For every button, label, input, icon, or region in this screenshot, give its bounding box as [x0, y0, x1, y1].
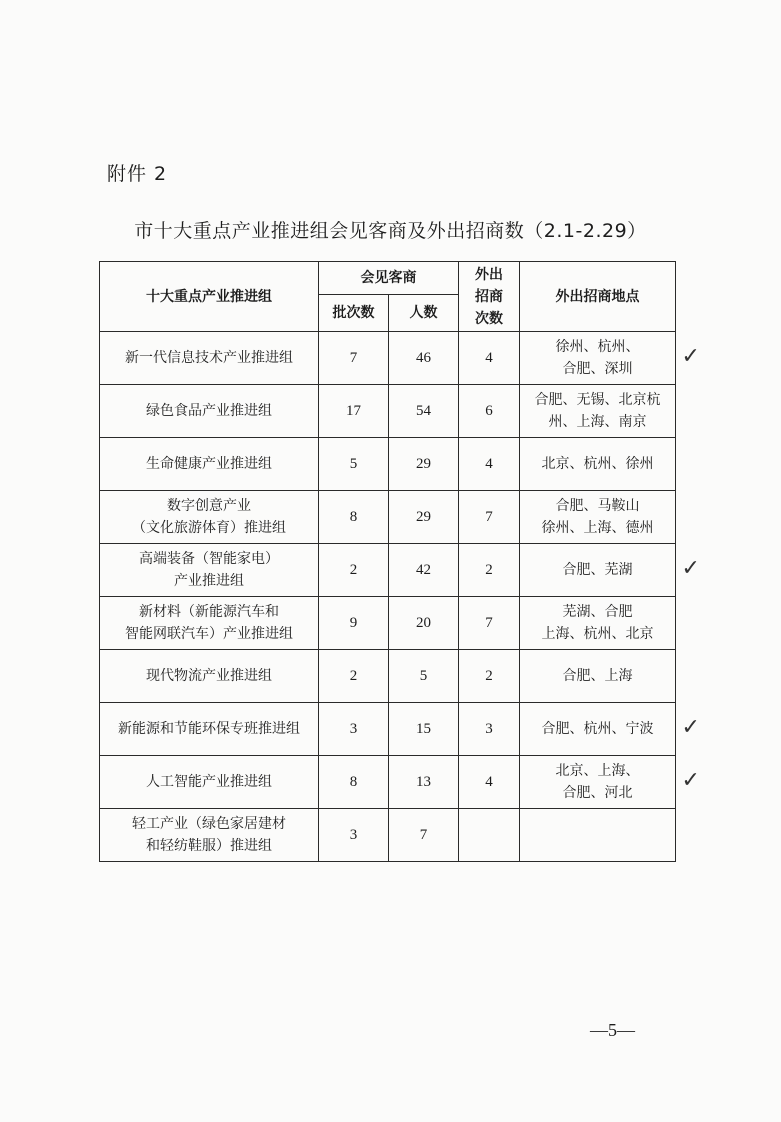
location-line: 上海、杭州、北京 [541, 626, 654, 642]
table-row [100, 756, 676, 809]
group-name-line: 新一代信息技术产业推进组 [125, 350, 293, 366]
location-line: 芜湖、合肥 [562, 604, 633, 620]
location-line: 北京、杭州、徐州 [541, 456, 654, 472]
cell-batches: 8 [319, 756, 389, 809]
cell-people: 42 [389, 544, 459, 597]
cell-locations [520, 438, 676, 491]
cell-locations [520, 332, 676, 385]
group-name-line: 轻工产业（绿色家居建材 [132, 816, 286, 832]
cell-locations [520, 650, 676, 703]
table-row [100, 650, 676, 703]
cell-batches: 2 [319, 650, 389, 703]
location-line: 徐州、上海、德州 [541, 520, 654, 536]
cell-people: 7 [389, 809, 459, 862]
header-people: 人数 [389, 295, 459, 332]
check-mark-icon: ✓ [681, 556, 700, 581]
cell-batches: 9 [319, 597, 389, 650]
cell-trips [459, 809, 520, 862]
location-line: 合肥、上海 [562, 668, 633, 684]
header-meetings: 会见客商 [319, 262, 459, 295]
cell-group-name [100, 597, 319, 650]
cell-trips: 2 [459, 544, 520, 597]
cell-group-name [100, 332, 319, 385]
cell-people: 20 [389, 597, 459, 650]
header-trips-line-2: 招商 [475, 288, 503, 305]
header-group: 十大重点产业推进组 [100, 262, 319, 332]
cell-group-name [100, 544, 319, 597]
cell-locations [520, 703, 676, 756]
cell-people: 13 [389, 756, 459, 809]
cell-batches: 2 [319, 544, 389, 597]
group-name-line: 产业推进组 [174, 573, 244, 589]
check-mark-icon: ✓ [681, 715, 700, 740]
cell-trips: 7 [459, 597, 520, 650]
group-name-line: 现代物流产业推进组 [146, 668, 272, 684]
location-line: 合肥、河北 [562, 785, 633, 801]
cell-people: 29 [389, 491, 459, 544]
cell-batches: 3 [319, 703, 389, 756]
table-row [100, 809, 676, 862]
cell-trips: 3 [459, 703, 520, 756]
cell-people: 54 [389, 385, 459, 438]
group-name-line: （文化旅游体育）推进组 [132, 520, 286, 536]
cell-batches: 5 [319, 438, 389, 491]
header-trips [459, 262, 520, 332]
group-name-line: 新材料（新能源汽车和 [139, 604, 279, 620]
cell-group-name [100, 809, 319, 862]
location-line: 北京、上海、 [555, 763, 640, 779]
header-locations: 外出招商地点 [520, 262, 676, 332]
location-line: 合肥、芜湖 [562, 562, 633, 578]
check-mark-icon: ✓ [681, 768, 700, 793]
group-name-line: 人工智能产业推进组 [146, 774, 272, 790]
header-trips-line-3: 次数 [475, 310, 503, 327]
cell-trips: 7 [459, 491, 520, 544]
table-row [100, 597, 676, 650]
table-row [100, 703, 676, 756]
group-name-line: 绿色食品产业推进组 [146, 403, 272, 419]
cell-locations [520, 544, 676, 597]
investment-table [99, 261, 676, 862]
header-batches: 批次数 [319, 295, 389, 332]
location-line: 州、上海、南京 [548, 414, 647, 430]
check-mark-icon: ✓ [681, 344, 700, 369]
cell-trips: 2 [459, 650, 520, 703]
cell-locations [520, 809, 676, 862]
cell-locations [520, 491, 676, 544]
cell-batches: 17 [319, 385, 389, 438]
cell-trips: 4 [459, 756, 520, 809]
location-line: 合肥、马鞍山 [555, 498, 640, 514]
cell-locations [520, 385, 676, 438]
cell-locations [520, 756, 676, 809]
table-row [100, 332, 676, 385]
cell-trips: 4 [459, 438, 520, 491]
cell-group-name [100, 703, 319, 756]
cell-people: 5 [389, 650, 459, 703]
document-title: 市十大重点产业推进组会见客商及外出招商数（2.1-2.29） [134, 220, 647, 242]
cell-group-name [100, 491, 319, 544]
table-row [100, 544, 676, 597]
cell-batches: 7 [319, 332, 389, 385]
cell-people: 15 [389, 703, 459, 756]
cell-group-name [100, 650, 319, 703]
location-line: 合肥、深圳 [562, 361, 633, 377]
cell-group-name [100, 438, 319, 491]
attachment-label: 附件 2 [107, 163, 168, 185]
cell-trips: 6 [459, 385, 520, 438]
location-line: 合肥、杭州、宁波 [541, 721, 654, 737]
table-row [100, 385, 676, 438]
table-body [100, 332, 676, 862]
cell-people: 46 [389, 332, 459, 385]
group-name-line: 和轻纺鞋服）推进组 [146, 838, 272, 854]
group-name-line: 生命健康产业推进组 [146, 456, 272, 472]
location-line: 徐州、杭州、 [555, 339, 640, 355]
header-trips-line-1: 外出 [475, 266, 503, 283]
page-number: —5— [590, 1020, 635, 1040]
table-row [100, 491, 676, 544]
cell-group-name [100, 385, 319, 438]
group-name-line: 高端装备（智能家电） [139, 551, 279, 567]
table-row [100, 438, 676, 491]
cell-batches: 3 [319, 809, 389, 862]
cell-locations [520, 597, 676, 650]
cell-trips: 4 [459, 332, 520, 385]
cell-group-name [100, 756, 319, 809]
cell-people: 29 [389, 438, 459, 491]
group-name-line: 智能网联汽车）产业推进组 [125, 626, 293, 642]
location-line: 合肥、无锡、北京杭 [534, 392, 661, 408]
group-name-line: 新能源和节能环保专班推进组 [118, 721, 300, 737]
group-name-line: 数字创意产业 [167, 498, 251, 514]
cell-batches: 8 [319, 491, 389, 544]
